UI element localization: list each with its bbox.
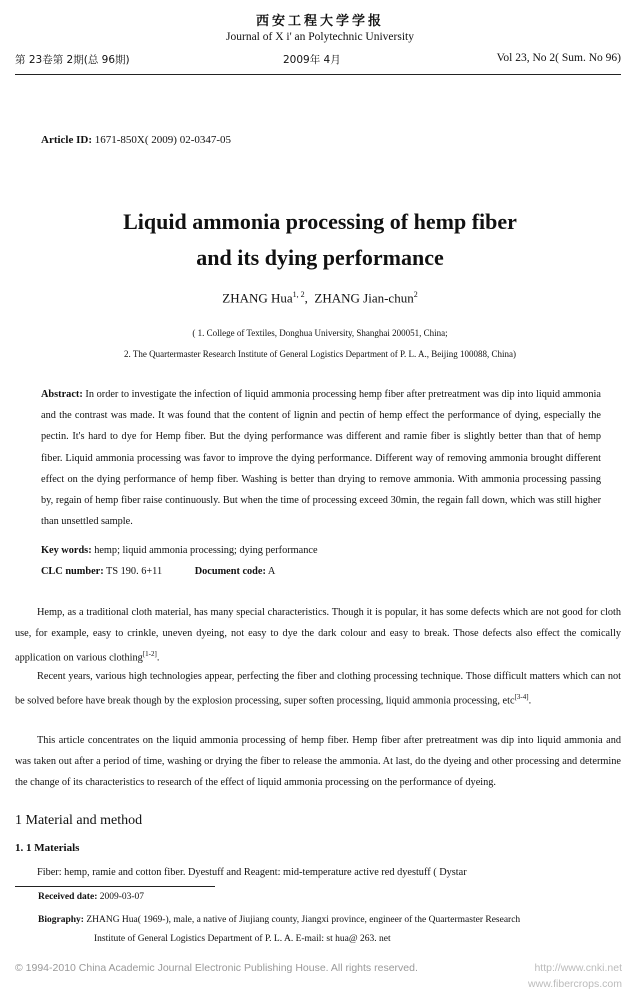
classification [41, 566, 601, 577]
paragraph-1-text: Hemp, as a traditional cloth material, has many special characteristics. Though it is popular, it has some defects which are not good for cloth use, for example, easy to crinkle, uneven dyeing, not easy to dye the dark colour and easy to break. Those defects also effect the comically application on various clothing [15, 607, 621, 664]
paragraph-3-text: This article concentrates on the liquid ammonia processing of hemp fiber. Hemp fiber after pretreatment was dip into liquid ammonia and was taken out after a period of time, washing or drying the fiber to release the ammonia. At last, do the dyeing and other processing and determine the change of its characteristics to research of the effect of liquid ammonia processing on the performance of dyeing. [15, 735, 621, 789]
article-id [41, 134, 231, 146]
paper-title [0, 204, 640, 276]
biography-text: ZHANG Hua( 1969-), male, a native of Jiujiang county, Jiangxi province, engineer of the Quartermaster Research [86, 915, 521, 925]
abstract-text: In order to investigate the infection of liquid ammonia processing hemp fiber after pretreatment was dip into liquid ammonia and the contrast was made. It was found that the content of lignin and pectin of hemp effect the performance of dying, especially the pectin. It's hard to dye for Hemp fiber. But the dying performance was different and ramie fiber is slightly better than that of hemp fiber. Liquid ammonia processing was favor to improve the dying performance. Different way of removing ammonia brought different effect on the dying performance of hemp fiber. Washing is better than drying to remove ammonia. With ammonia processing passing by, regain of hemp fiber raise continuously. But when the time of processing exceed 30min, the regain fall down, which was still higher than unsettled sample. [41, 389, 601, 528]
section-heading-1: 1 Material and method [15, 813, 143, 828]
journal-name-chinese: 西安工程大学学报 [255, 14, 384, 29]
clc-value: TS 190. 6+11 [106, 566, 163, 577]
title-line-1: Liquid ammonia processing of hemp fiber [123, 209, 517, 234]
document-code-label: Document code: [194, 566, 266, 577]
received-value: 2009-03-07 [99, 892, 145, 902]
article-id-value: 1671-850X( 2009) 02-0347-05 [94, 134, 232, 146]
affiliation-2: 2. The Quartermaster Research Institute of General Logistics Department of P. L. A., Beijing 100088, China) [124, 349, 516, 359]
document-code-value: A [267, 566, 276, 577]
author-list: ZHANG Hua$^{1, 2}$, ZHANG Jian-chun$^2$ [222, 290, 418, 306]
author-1-affiliation: 1, 2 [292, 290, 305, 299]
journal-name-english: Journal of X i' an Polytechnic University [226, 31, 414, 43]
clc-label: CLC number: [41, 566, 104, 577]
keywords-text: hemp; liquid ammonia processing; dying performance [94, 545, 318, 556]
citation-1: [1-2] [142, 650, 157, 659]
received-date [38, 892, 144, 902]
affiliation-1: ( 1. College of Textiles, Donghua University, Shanghai 200051, China; [192, 328, 448, 338]
volume-english: Vol 23, No 2( Sum. No 96) [496, 52, 621, 64]
issue-date-chinese: 2009年 4月 [283, 54, 341, 66]
paragraph-2-text: Recent years, various high technologies appear, perfecting the fiber and clothing processing technique. Those difficult matters which can not be solved before have break though by the explosion processing, super soften processing, liquid ammonia processing, etc [15, 671, 621, 707]
keywords [41, 545, 601, 556]
keywords-label: Key words: [41, 545, 92, 556]
received-label: Received date: [38, 892, 98, 902]
footnote-rule [15, 886, 215, 887]
body-paragraph-1: Hemp, as a traditional cloth material, has many special characteristics. Though it is popular, it has some defects which are not good for cloth use, for example, easy to crinkle, uneven dyeing, not easy to dye the dark colour and easy to break. Those defects also effect the comically application on various clothing[1-2]. [15, 607, 621, 664]
abstract-label: Abstract: [41, 389, 83, 400]
author-2: ZHANG Jian-chun [314, 290, 414, 306]
body-paragraph-3 [15, 730, 621, 794]
abstract [41, 384, 601, 532]
author-1: ZHANG Hua [222, 290, 293, 306]
body-paragraph-2: Recent years, various high technologies appear, perfecting the fiber and clothing processing technique. Those difficult matters which can not be solved before have break though by the explosion processing, super soften processing, liquid ammonia processing, etc[3-4]. [15, 671, 621, 707]
copyright-footer: © 1994-2010 China Academic Journal Electronic Publishing House. All rights reserved. [15, 962, 418, 974]
author-biography [38, 911, 614, 949]
subsection-heading-1-1: 1. 1 Materials [15, 842, 80, 854]
header-rule [15, 74, 621, 75]
biography-continuation: Institute of General Logistics Department of P. L. A. E-mail: st hua@ 263. net [94, 934, 391, 944]
volume-chinese: 第 23卷第 2期(总 96期) [15, 54, 130, 66]
title-line-2: and its dying performance [196, 245, 444, 270]
biography-label: Biography: [38, 915, 84, 925]
body-paragraph-4 [15, 862, 621, 883]
article-id-label: Article ID: [41, 134, 93, 146]
watermark-url: www.fibercrops.com [528, 978, 622, 990]
author-2-affiliation: 2 [413, 290, 418, 299]
citation-2: [3-4] [514, 693, 529, 702]
issue-info-row [15, 52, 621, 70]
cnki-url[interactable]: http://www.cnki.net [534, 962, 622, 974]
paragraph-4-text: Fiber: hemp, ramie and cotton fiber. Dyestuff and Reagent: mid-temperature active red dyestuff ( Dystar [37, 867, 467, 878]
